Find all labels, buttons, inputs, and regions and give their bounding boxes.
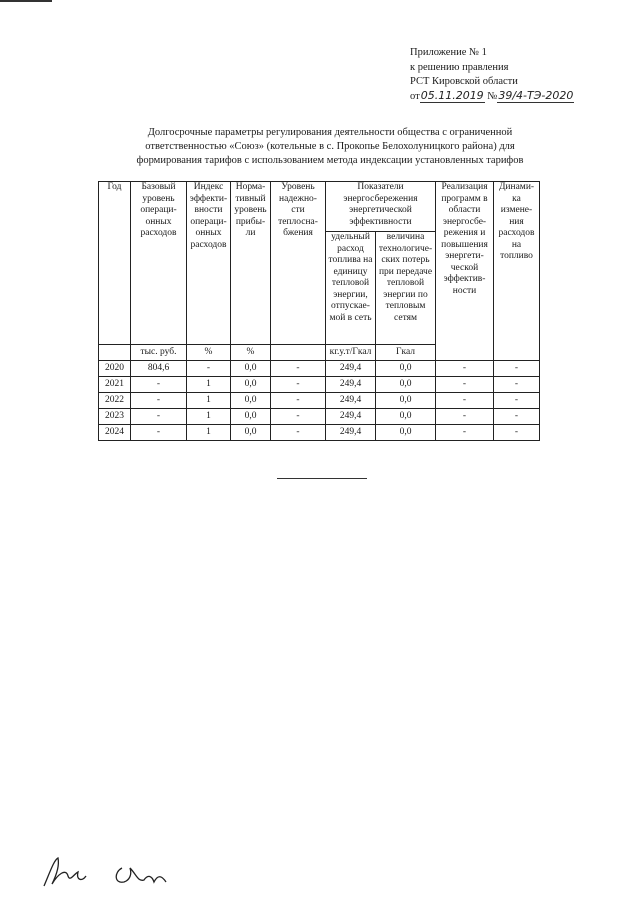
cell-fuel-rate: 249,4	[326, 361, 376, 377]
signatures	[40, 852, 180, 897]
cell-norm-profit: 0,0	[231, 425, 271, 441]
cell-fuel-dynamics: -	[494, 377, 540, 393]
header-row-top	[99, 182, 540, 232]
unit-year	[99, 345, 131, 361]
cell-programs: -	[436, 425, 494, 441]
handwritten-signature-1	[44, 858, 86, 886]
cell-fuel-rate: 249,4	[326, 377, 376, 393]
cell-year: 2020	[99, 361, 131, 377]
handwritten-signature-2	[116, 868, 166, 882]
cell-base-level: -	[131, 409, 187, 425]
cell-year: 2023	[99, 409, 131, 425]
cell-heat-loss: 0,0	[376, 361, 436, 377]
cell-heat-loss: 0,0	[376, 409, 436, 425]
cell-fuel-rate: 249,4	[326, 393, 376, 409]
cell-programs: -	[436, 393, 494, 409]
cell-efficiency-index: 1	[187, 377, 231, 393]
cell-reliability: -	[271, 361, 326, 377]
table-row	[99, 425, 540, 441]
cell-base-level: -	[131, 377, 187, 393]
cell-fuel-dynamics: -	[494, 425, 540, 441]
header-base-level: Базовый уровень операци-онных расходов	[131, 182, 187, 345]
cell-efficiency-index: 1	[187, 409, 231, 425]
cell-fuel-rate: 249,4	[326, 409, 376, 425]
decision-date: 05.11.2019	[420, 88, 484, 102]
cell-heat-loss: 0,0	[376, 377, 436, 393]
table-row	[99, 361, 540, 377]
unit-fuel-rate: кг.у.т/Гкал	[326, 345, 376, 361]
cell-reliability: -	[271, 393, 326, 409]
cell-fuel-dynamics: -	[494, 361, 540, 377]
cell-year: 2022	[99, 393, 131, 409]
cell-norm-profit: 0,0	[231, 377, 271, 393]
cell-reliability: -	[271, 409, 326, 425]
table-row	[99, 409, 540, 425]
cell-norm-profit: 0,0	[231, 361, 271, 377]
header-energy-group: Показатели энергосбережения энергетической эффективности	[326, 182, 436, 232]
separator-line	[277, 478, 367, 479]
document-title	[120, 126, 540, 168]
cell-norm-profit: 0,0	[231, 409, 271, 425]
unit-efficiency-index: %	[187, 345, 231, 361]
signature-marks	[40, 852, 180, 892]
appendix-line-1: Приложение № 1	[410, 47, 487, 58]
table-row	[99, 393, 540, 409]
number-prefix: №	[487, 90, 498, 102]
cell-base-level: -	[131, 393, 187, 409]
top-edge-rule	[0, 0, 52, 2]
cell-fuel-rate: 249,4	[326, 425, 376, 441]
date-prefix: от	[410, 90, 420, 102]
header-fuel-dynamics: Динами-ка измене-ния расходов на топливо	[494, 182, 540, 361]
header-efficiency-index: Индекс эффекти-вности операци-онных расходов	[187, 182, 231, 345]
appendix-line-3: РСТ Кировской области	[410, 76, 518, 87]
unit-norm-profit: %	[231, 345, 271, 361]
cell-programs: -	[436, 377, 494, 393]
header-reliability: Уровень надежно-сти теплосна-бжения	[271, 182, 326, 345]
appendix-header	[410, 46, 574, 104]
table-row	[99, 377, 540, 393]
cell-base-level: -	[131, 425, 187, 441]
header-year: Год	[99, 182, 131, 345]
cell-programs: -	[436, 409, 494, 425]
unit-heat-loss: Гкал	[376, 345, 436, 361]
header-programs: Реализация программ в области энергосбе-режения и повышения энергети-ческой эффектив-ности	[436, 182, 494, 361]
cell-heat-loss: 0,0	[376, 425, 436, 441]
decision-date-line	[410, 90, 574, 105]
cell-reliability: -	[271, 377, 326, 393]
parameters-table	[98, 181, 540, 441]
title-line-3: формирования тарифов с использованием метода индексации установленных тарифов	[136, 155, 524, 166]
cell-efficiency-index: 1	[187, 425, 231, 441]
unit-base-level: тыс. руб.	[131, 345, 187, 361]
header-fuel-rate: удельный расход топлива на единицу тепловой энергии, отпускае-мой в сеть	[326, 232, 376, 345]
header-norm-profit: Норма-тивный уровень прибы-ли	[231, 182, 271, 345]
cell-efficiency-index: 1	[187, 393, 231, 409]
appendix-line-2: к решению правления	[410, 61, 509, 73]
cell-heat-loss: 0,0	[376, 393, 436, 409]
title-line-1: Долгосрочные параметры регулирования деятельности общества с ограниченной	[147, 127, 513, 138]
title-line-2: ответственностью «Союз» (котельные в с. Прокопье Белохолуницкого района) для	[145, 141, 515, 152]
cell-base-level: 804,6	[131, 361, 187, 377]
header-heat-loss: величина технологиче-ских потерь при передаче тепловой энергии по тепловым сетям	[376, 232, 436, 345]
unit-reliability	[271, 345, 326, 361]
cell-fuel-dynamics: -	[494, 393, 540, 409]
cell-norm-profit: 0,0	[231, 393, 271, 409]
cell-year: 2024	[99, 425, 131, 441]
cell-reliability: -	[271, 425, 326, 441]
decision-number: 39/4-ТЭ-2020	[498, 88, 574, 102]
cell-efficiency-index: -	[187, 361, 231, 377]
cell-fuel-dynamics: -	[494, 409, 540, 425]
cell-year: 2021	[99, 377, 131, 393]
cell-programs: -	[436, 361, 494, 377]
